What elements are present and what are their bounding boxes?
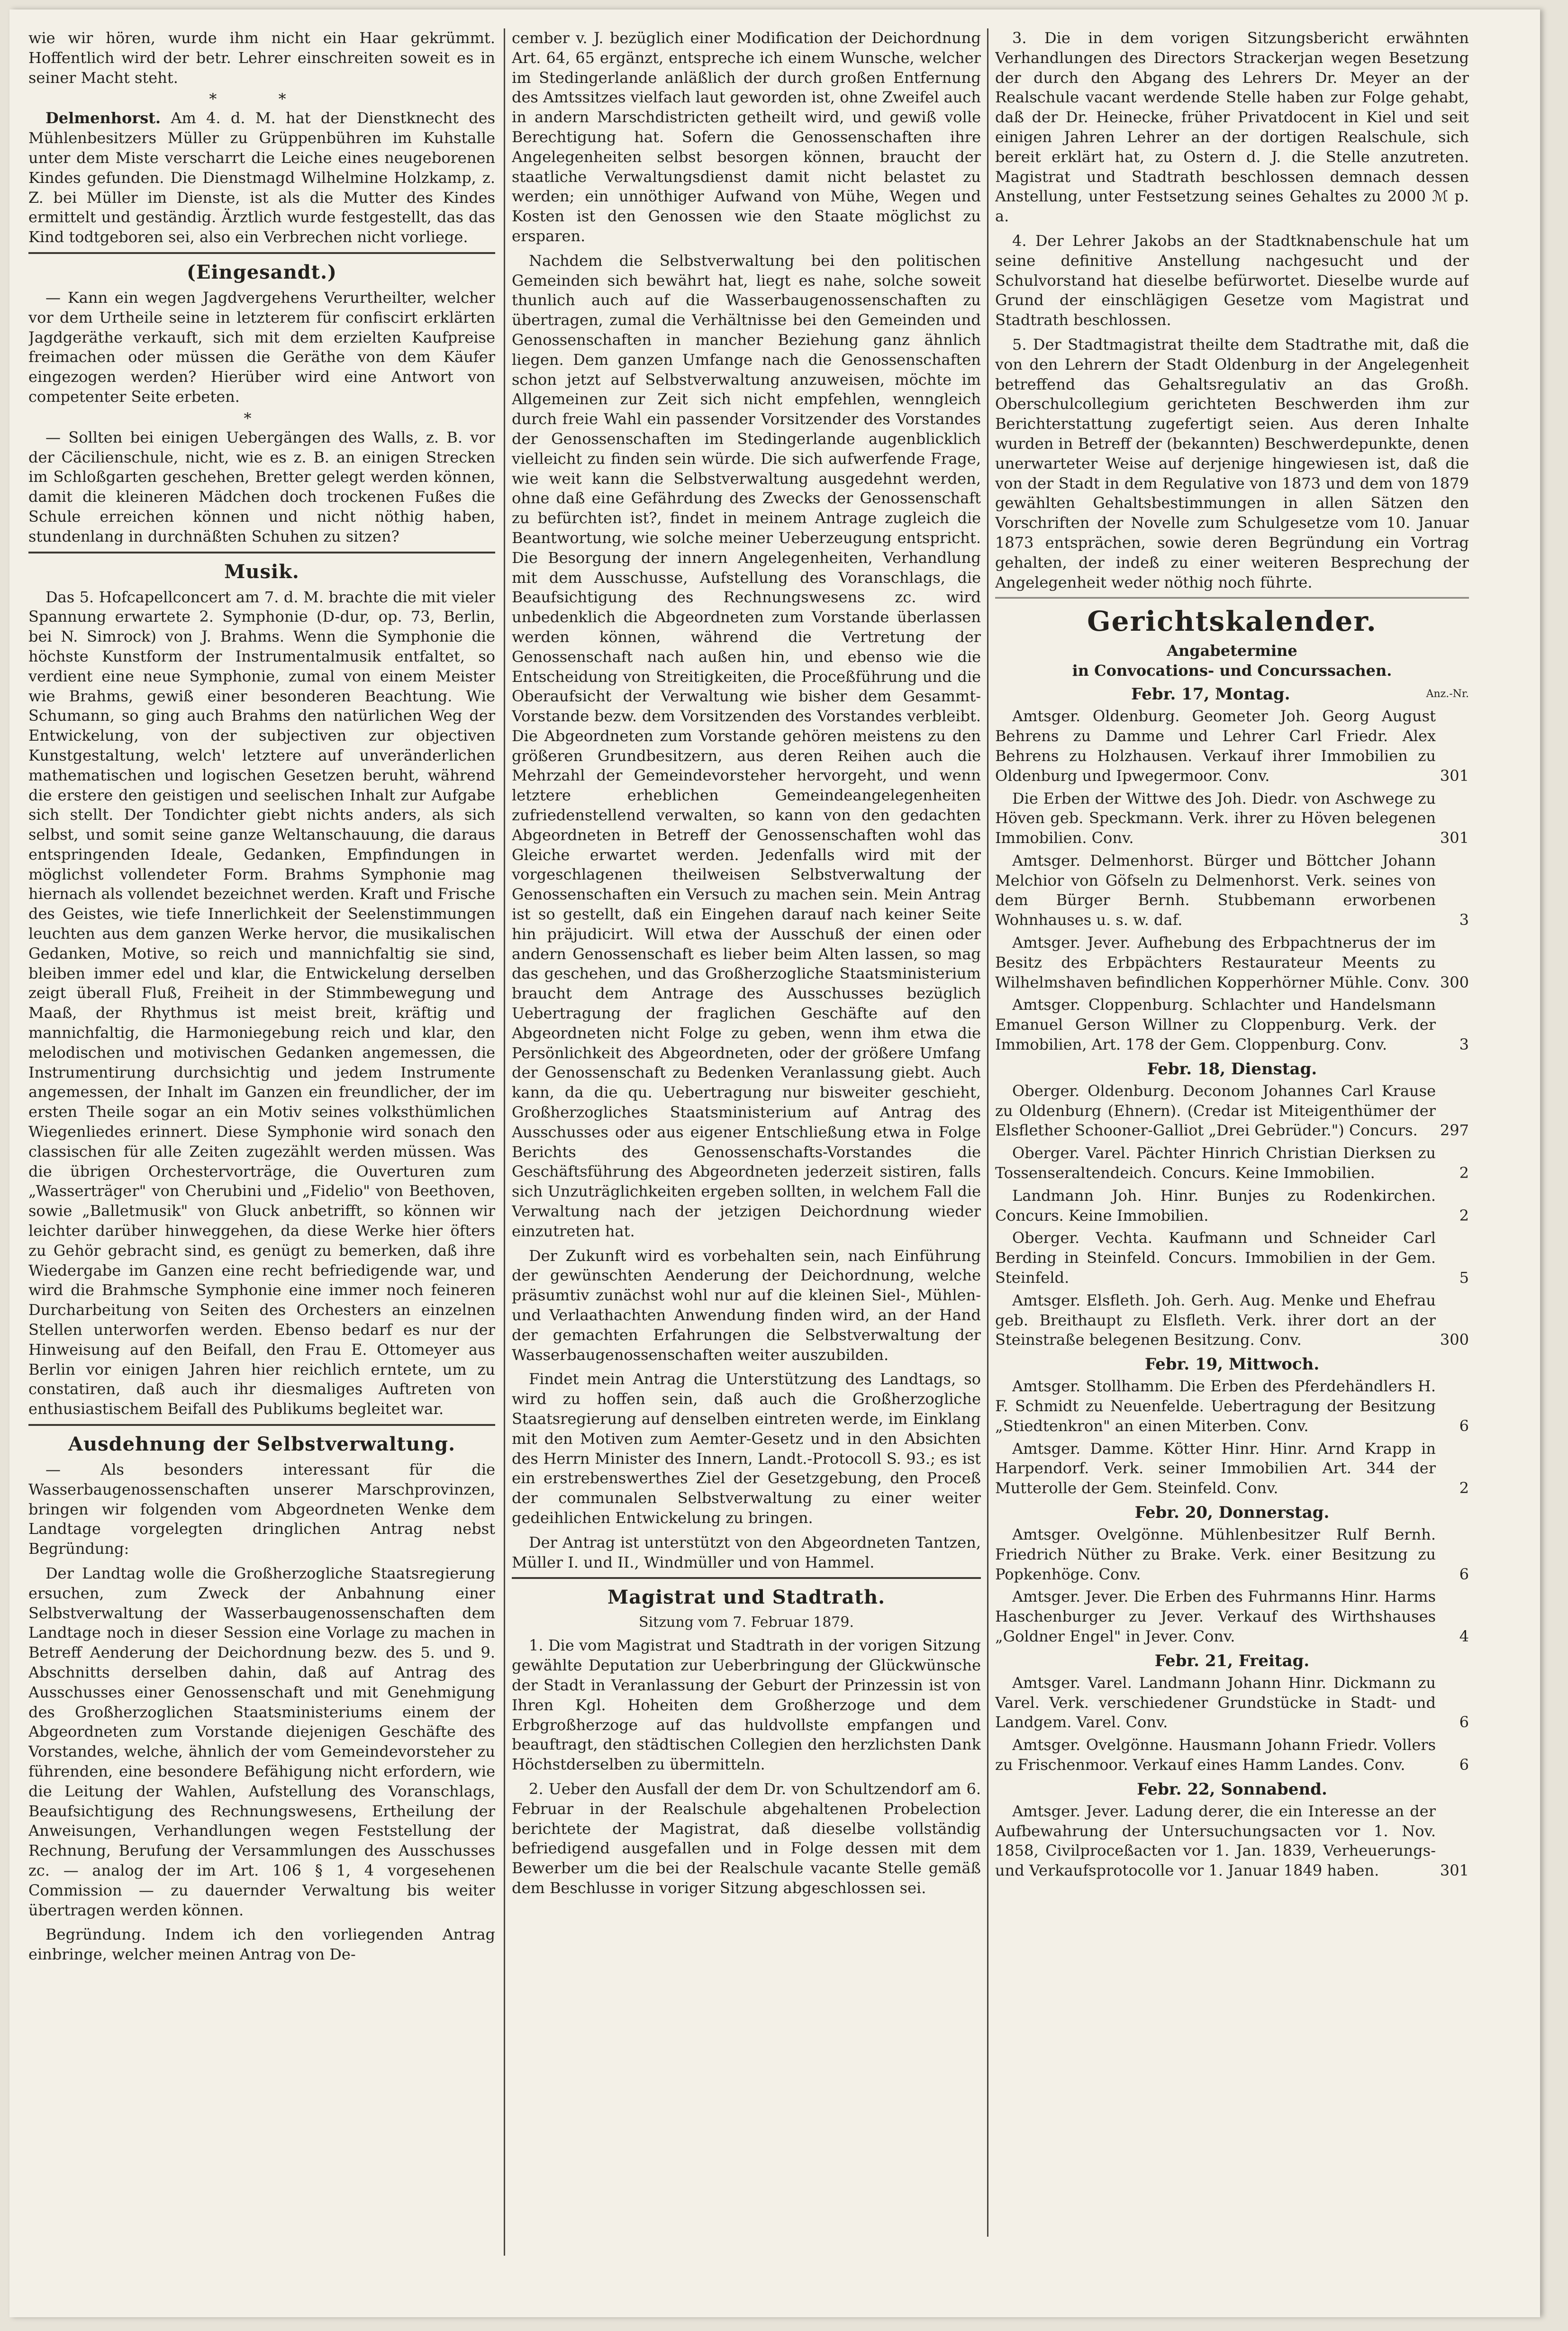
calendar-day-heading [995,1059,1469,1079]
calendar-entry-text: Amtsger. Ovelgönne. Hausmann Johann Friedr. Vollers zu Frischenmoor. Verkauf eines Hamm Landes. Conv. [995,1736,1436,1774]
calendar-entry [995,1673,1469,1732]
heading-selbstverwaltung: Ausdehnung der Selbstverwaltung. [68,1433,456,1455]
heading-gerichtskalender: Gerichtskalender. [1087,605,1377,638]
calendar-entry-number: 301 [1440,1861,1469,1880]
calendar-day-heading [995,1651,1469,1671]
calendar-entry [995,1291,1469,1350]
calendar-entry [995,1186,1469,1226]
calendar-entry-number: 300 [1440,973,1469,991]
calendar-entry-text: Oberger. Vechta. Kaufmann und Schneider Carl Berding in Steinfeld. Concurs. Immobilien in der Gem. Steinfeld. [995,1229,1436,1287]
column-1 [28,28,495,2289]
column-rule-right [987,28,988,2237]
paragraph-musik: Das 5. Hofcapellconcert am 7. d. M. brachte die mit vieler Spannung erwartete 2. Symphonie (D-dur, op. 73, Berlin, bei N. Simrock) von J. Brahms. Wenn die Symphonie die höchste Kunstform der Instrumentalmusik entfaltet, so verdient eine neue Symphonie, zumal von einem Meister wie Brahms, gewiß einer besonderen Beachtung. Wie Schumann, so ging auch Brahms den natürlichen Weg der Entwickelung, von der subjectiven zur objectiven Kunstgestaltung, welch' letztere auf unveränderlichen mathematischen und logischen Gesetzen beruht, während die erstere den geistigen und seelischen Inhalt zur Aufgabe sich stellt. Der Tondichter giebt nichts anders, als sich selbst, und somit seine ganze Weltanschauung, die daraus entspringenden Ideale, Gedanken, Empfindungen in möglichst vollendeter Form. Brahms Symphonie mag hiernach als vollendet bezeichnet werden. Kraft und Frische des Geistes, wie tiefe Innerlichkeit der Seelenstimmungen leuchten aus dem ganzen Werke hervor, die musikalischen Gedanken, Motive, so reich und mannichfaltig sie sind, bleiben immer edel und klar, die Entwickelung derselben zeigt überall Fluß, Freiheit in der Stimmbewegung und Maaß, der Rhythmus ist meist breit, kräftig und mannichfaltig, die Harmoniegebung reich und klar, den melodischen und motivischen Gedanken angemessen, die Instrumentirung durchsichtig und jedem Instrumente angemessen, der Inhalt im Ganzen ein freundlicher, der im ersten Theile sogar an ein Motiv seines volksthümlichen Wiegenliedes erinnert. Diese Symphonie wird sonach den classischen für alle Zeiten zugezählt werden müssen. Was die übrigen Orchestervorträge, die Ouverturen zum „Wasserträger" von Cherubini und „Fidelio" von Beethoven, sowie „Balletmusik" von Gluck anbetrifft, so können wir leichter darüber hinweggehen, da diese Werke hier öfters zu Gehör gebracht sind, es genügt zu bemerken, daß ihre Wiedergabe im Ganzen eine recht befriedigende war, und wird die Brahmsche Symphonie eine immer noch feineren Durcharbeitung von Seiten des Orchesters an einzelnen Stellen unterworfen werden. Ebenso bedarf es nur der Hinweisung auf den Beifall, den Frau E. Ottomeyer aus Berlin vor einigen Jahren hier reichlich erntete, um zu constatiren, daß auch ihr diesmaliges Auftreten von enthusiastischem Beifall des Publikums begleitet war. [28,588,495,1418]
calendar-entry [995,1525,1469,1584]
calendar-entry-text: Oberger. Oldenburg. Deconom Johannes Carl Krause zu Oldenburg (Ehnern). (Credar ist Miteigenthümer der Elsflether Schooner-Galliot „Drei Gebrüder.") Concurs. [995,1081,1436,1140]
calendar-entry-text: Amtsger. Jever. Aufhebung des Erbpachtnerus der im Besitz des Erbpächters Restaurateur Meents zu Wilhelmshaven befindlichen Kopperhörner Mühle. Conv. [995,934,1436,991]
column-rule-left [504,28,505,2256]
paragraph-deich-5: Der Antrag ist unterstützt von den Abgeordneten Tantzen, Müller I. und II., Windmüller und von Hammel. [512,1533,981,1571]
separator-star: * [244,409,280,427]
calendar-entry-number: 2 [1459,1206,1469,1224]
calendar-entry [995,1587,1469,1646]
anzeige-number-header: Anz.-Nr. [1426,688,1469,700]
calendar-entry-text: Amtsger. Jever. Ladung derer, die ein Interesse an der Aufbewahrung der Untersuchungsacten vor 1. Nov. 1858, Civilproceßacten vor 1. Jan. 1839, Verheuerungs- und Verkaufsprotocolle vor 1. Januar 1849 haben. [995,1802,1436,1880]
calendar-entry-text: Amtsger. Elsfleth. Joh. Gerh. Aug. Menke und Ehefrau geb. Breithaupt zu Elsfleth. Verk. ihrer dort an der Steinstraße belegenen Besitzung. Conv. [995,1291,1436,1349]
calendar-entry-number: 3 [1459,911,1469,929]
calendar-entry-number: 2 [1459,1479,1469,1497]
calendar-entry-number: 297 [1440,1121,1469,1140]
column-3 [995,28,1469,2289]
calendar-entry-text: Amtsger. Varel. Landmann Johann Hinr. Dickmann zu Varel. Verk. verschiedener Grundstücke in Stadt- und Landgem. Varel. Conv. [995,1673,1436,1732]
heading-eingesandt: (Eingesandt.) [187,261,337,283]
heading-musik: Musik. [224,560,299,583]
calendar-entry-text: Amtsger. Stollhamm. Die Erben des Pferdehändlers H. F. Schmidt zu Neuenfelde. Uebertragung der Besitzung „Stiedtenkron" an einen Miterben. Conv. [995,1377,1436,1435]
calendar-entry [995,789,1469,848]
calendar-entry [995,1802,1469,1881]
calendar-entry [995,1439,1469,1498]
paragraph-selbst-intro: — Als besonders interessant für die Wasserbaugenossenschaften unserer Marschprovinzen, bringen wir folgenden vom Abgeordneten Wenke dem Landtage vorgelegten dringlichen Antrag nebst Begründung: [28,1460,495,1558]
calendar-entry [995,1377,1469,1436]
calendar-entry-number: 300 [1440,1331,1469,1349]
paragraph-selbst-begruendung: Begründung. Indem ich den vorliegenden Antrag einbringe, welcher meinen Antrag von De- [28,1925,495,1964]
paragraph-magistrat-2: 2. Ueber den Ausfall der dem Dr. von Schultzendorf am 6. Februar in der Realschule abgehaltenen Probelection berichtete der Magistrat, daß dieselbe vollständig befriedigend ausgefallen und in Folge dessen mit dem Bewerber um die bei der Realschule vacante Stelle gemäß dem Beschlusse in voriger Sitzung abgeschlossen sei. [512,1779,981,1897]
paragraph-magistrat-4: 4. Der Lehrer Jakobs an der Stadtknabenschule hat um seine definitive Anstellung nachgesucht und der Schulvorstand hat dieselbe befürwortet. Dieselbe wurde auf Grund der einschlägigen Gesetze vom Magistrat und Stadtrath beschlossen. [995,231,1469,329]
calendar-entry-text: Amtsger. Delmenhorst. Bürger und Böttcher Johann Melchior von Göfseln zu Delmenhorst. Verk. seines von dem Bürger Bernh. Stubbemann erworbenen Wohnhauses u. s. w. daf. [995,851,1436,929]
calendar-day-date: Febr. 21, Freitag. [1154,1651,1310,1670]
subheading-convocations: in Convocations- und Concurssachen. [1072,662,1392,680]
calendar-day-date: Febr. 22, Sonnabend. [1137,1779,1327,1799]
calendar-entry [995,851,1469,930]
paragraph-deich-4: Findet mein Antrag die Unterstützung des Landtags, so wird zu hoffen sein, daß auch die Großherzogliche Staatsregierung auf denselben eintreten werde, im Einklang mit den Motiven zum Aemter-Gesetz und in den Absichten des Herrn Minister des Innern, Landt.-Protocoll S. 93.; es ist ein erstrebenswerthes Ziel der Gesetzgebung, den Proceß der communalen Selbstverwaltung zu einer weiter gedeihlichen Entwickelung zu bringen. [512,1370,981,1527]
calendar-entry [995,933,1469,992]
calendar-entry-text: Amtsger. Ovelgönne. Mühlenbesitzer Rulf Bernh. Friedrich Nüther zu Brake. Verk. einer Besitzung zu Popkenhöge. Conv. [995,1525,1436,1583]
divider [28,1424,495,1426]
calendar-day-heading [995,1354,1469,1375]
calendar-day-heading [995,1779,1469,1800]
divider [995,597,1469,599]
calendar-entry-number: 301 [1440,829,1469,847]
newspaper-page [9,9,1540,2317]
paragraph-deich-1: cember v. J. bezüglich einer Modification der Deichordnung Art. 64, 65 ergänzt, entspreche ich einem Wunsche, welcher im Stedingerlande anläßlich der durch großen Entfernung des Amtssitzes vielfach laut geworden ist, ohne Zweifel auch in andern Marschdistricten getheilt wird, und gewiß volle Berechtigung hat. Sofern die Genossenschaften ihre Angelegenheiten selbst besorgen können, braucht der staatliche Verwaltungsdienst damit nicht belastet zu werden; ein unnöthiger Aufwand von Mühe, Wegen und Kosten ist den Genossen wie den Staate möglichst zu ersparen. [512,29,981,245]
divider [28,252,495,254]
paragraph-delmenhorst [28,109,495,247]
paragraph-magistrat-5: 5. Der Stadtmagistrat theilte dem Stadtrathe mit, daß die von den Lehrern der Stadt Oldenburg in der Angelegenheit betreffend das Gehaltsregulativ an das Großh. Oberschulcollegium gerichteten Beschwerden ihm zur Berichterstattung zugefertigt seien. Aus deren Inhalte wurden in Betreff der (bekannten) Beschwerdepunkte, denen unerwarteter Weise auf derjenige hingewiesen ist, daß die von der Stadt in dem Regulative von 1873 und dem von 1879 gewählten Gehaltsbestimmungen in allen Sätzen den Vorschriften der Novelle zum Schulgesetze vom 10. Januar 1873 entsprächen, sowie deren Begründung ein Vortrag gehalten, der indeß zu einer weiteren Besprechung der Angelegenheit weder nöthig noch führte. [995,335,1469,591]
calendar-entry-number: 4 [1459,1627,1469,1645]
calendar-entry-number: 5 [1459,1269,1469,1287]
text-delmenhorst: Am 4. d. M. hat der Dienstknecht des Mühlenbesitzers Müller zu Grüppenbühren im Kuhstalle unter dem Miste verscharrt die Leiche eines neugeborenen Kindes gefunden. Die Dienstmagd Wilhelmine Holzkamp, z. Z. bei Müller im Dienste, ist als die Mutter des Kindes ermittelt und geständig. Ärztlich wurde festgestellt, das das Kind todtgeboren sei, also ein Verbrechen nicht vorliege. [28,109,495,246]
calendar-entry-text: Die Erben der Wittwe des Joh. Diedr. von Aschwege zu Höven geb. Speckmann. Verk. ihrer zu Höven belegenen Immobilien. Conv. [995,789,1436,847]
court-calendar [995,684,1469,1881]
calendar-entry-number: 6 [1459,1416,1469,1435]
calendar-entry-number: 6 [1459,1713,1469,1732]
calendar-entry-text: Landmann Joh. Hinr. Bunjes zu Rodenkirchen. Concurs. Keine Immobilien. [995,1186,1436,1224]
calendar-entry [995,995,1469,1054]
calendar-day-date: Febr. 20, Donnerstag. [1134,1503,1330,1522]
paragraph-walls: — Sollten bei einigen Uebergängen des Walls, z. B. vor der Cäcilienschule, nicht, wie es z. B. an einigen Strecken im Schloßgarten geschehen, Bretter gelegt werden können, damit die kleineren Mädchen doch trockenen Fußes die Schule erreichen können und nicht nöthig haben, stundenlang in durchnäßten Schuhen zu sitzen? [28,428,495,545]
calendar-entry [995,1228,1469,1288]
calendar-day-date: Febr. 19, Mittwoch. [1144,1355,1320,1374]
calendar-day-date: Febr. 18, Dienstag. [1147,1059,1317,1079]
calendar-day-date: Febr. 17, Montag. [1131,685,1290,704]
column-2 [512,28,981,2251]
dateline-delmenhorst: Delmenhorst. [45,109,161,127]
calendar-entry-text: Amtsger. Jever. Die Erben des Fuhrmanns Hinr. Harms Haschenburger zu Jever. Verkauf des Wirthshauses „Goldner Engel" in Jever. Conv. [995,1587,1436,1645]
calendar-entry-number: 3 [1459,1035,1469,1054]
calendar-entry-number: 301 [1440,766,1469,785]
divider [28,552,495,553]
paragraph-haar: wie wir hören, wurde ihm nicht ein Haar gekrümmt. Hoffentlich wird der betr. Lehrer einschreiten soweit es in seiner Macht steht. [28,29,495,87]
calendar-entry-text: Oberger. Varel. Pächter Hinrich Christian Dierksen zu Tossenseraltendeich. Concurs. Keine Immobilien. [995,1144,1436,1182]
calendar-entry [995,707,1469,786]
paragraph-deich-3: Der Zukunft wird es vorbehalten sein, nach Einführung der gewünschten Aenderung der Deichordnung, welche präsumtiv zunächst wohl nur auf die kleinen Siel-, Mühlen- und Verlaathachten Anwendung finden wird, an der Hand der gemachten Erfahrungen die Selbstverwaltung der Wasserbaugenossenschaften weiter auszubilden. [512,1246,981,1364]
calendar-day-heading [995,684,1469,705]
calendar-entry [995,1735,1469,1775]
calendar-entry [995,1143,1469,1183]
calendar-entry [995,1081,1469,1141]
calendar-day-heading [995,1502,1469,1523]
calendar-entry-text: Amtsger. Damme. Kötter Hinr. Hinr. Arnd Krapp in Harpendorf. Verk. seiner Immobilien Art. 344 der Mutterolle der Gem. Steinfeld. Conv. [995,1439,1436,1497]
calendar-entry-number: 6 [1459,1565,1469,1583]
calendar-entry-text: Amtsger. Oldenburg. Geometer Joh. Georg August Behrens zu Damme und Lehrer Carl Friedr. Alex Behrens zu Holzhausen. Verkauf ihrer Immobilien zu Oldenburg und Ipwegermoor. Conv. [995,707,1436,785]
separator-stars: * * [209,90,315,109]
paragraph-jagd: — Kann ein wegen Jagdvergehens Verurtheilter, welcher vor dem Urtheile seine in letzterem für confiscirt erklärten Jagdgeräthe verkauft, sich mit dem erzielten Kaufpreise freimachen oder müssen die Geräthe von dem Käufer eingezogen werden? Hierüber wird eine Antwort von competenter Seite erbeten. [28,288,495,406]
subheading-angabetermine: Angabetermine [1167,642,1297,660]
sitzung-date: Sitzung vom 7. Februar 1879. [639,1614,854,1631]
divider [512,1577,981,1579]
calendar-entry-number: 6 [1459,1755,1469,1774]
calendar-entry-number: 2 [1459,1164,1469,1182]
heading-magistrat: Magistrat und Stadtrath. [607,1586,885,1609]
paragraph-magistrat-3: 3. Die in dem vorigen Sitzungsbericht erwähnten Verhandlungen des Directors Strackerjan wegen Besetzung der durch den Abgang des Lehrers Dr. Meyer an der Realschule vacant werdende Stelle haben zur Folge gehabt, daß der Dr. Heinecke, früher Privatdocent in Kiel und seit einigen Jahren Lehrer an der dortigen Realschule, sich bereit erklärt hat, zu Ostern d. J. die Stelle anzutreten. Magistrat und Stadtrath beschlossen demnach dessen Anstellung, unter Festsetzung seines Gehaltes zu 2000 ℳ p. a. [995,29,1469,226]
paragraph-selbst-antrag: Der Landtag wolle die Großherzogliche Staatsregierung ersuchen, zum Zweck der Anbahnung einer Selbstverwaltung der Wasserbaugenossenschaften dem Landtage noch in dieser Session eine Vorlage zu machen in Betreff Aenderung der Deichordnung bezw. des 5. und 9. Abschnitts derselben dahin, daß auf Antrag des Ausschusses einer Genossenschaft und mit Genehmigung des Großherzoglichen Staatsministeriums einem der Abgeordneten zum Vorstande diejenigen Geschäfte des Vorstandes, welche, ähnlich der vom Gemeindevorsteher zu führenden, eine besondere Befähigung nicht erfordern, wie die Leitung der Wahlen, Aufstellung des Voranschlags, Beaufsichtigung des Rechnungswesens, Ertheilung der Anweisungen, Verhandlungen wegen Feststellung der Rechnung, Berufung der Versammlungen des Ausschusses zc. — analog der im Art. 106 § 1, 4 vorgesehenen Commission — zu dauernder Verwaltung bis weiter übertragen werden können. [28,1564,495,1919]
paragraph-deich-2: Nachdem die Selbstverwaltung bei den politischen Gemeinden sich bewährt hat, liegt es nahe, solche soweit thunlich auch auf die Wasserbaugenossenschaften zu übertragen, zumal die Verhältnisse bei den Gemeinden und Genossenschaften in mancher Beziehung ganz ähnlich liegen. Dem ganzen Umfange nach die Genossenschaften schon jetzt auf Selbstverwaltung anzuweisen, möchte im Allgemeinen zur Zeit sich nicht empfehlen, wenngleich durch freie Wahl ein passender Vorsitzender des Vorstandes der Genossenschaften im Stedingerlande augenblicklich vielleicht zu finden sein würde. Die sich aufwerfende Frage, wie weit kann die Selbstverwaltung ausgedehnt werden, ohne daß eine Gefährdung des Zwecks der Genossenschaft zu befürchten ist?, findet in meinem Antrage zugleich die Beantwortung, wie solche meiner Ueberzeugung entspricht. Die Besorgung der innern Angelegenheiten, Verhandlung mit dem Ausschusse, Aufstellung des Voranschlags, die Beaufsichtigung des Rechnungswesens zc. wird unbedenklich die Abgeordneten zum Vorstande überlassen werden können, während die Vertretung der Genossenschaft nach außen hin, und ebenso wie die Entscheidung von Streitigkeiten, die Proceßführung und die Oberaufsicht der Verwaltung wie bisher dem Gesammt-Vorstande bezw. dem Vorsitzenden des Vorstandes verbleibt. Die Abgeordneten zum Vorstande gehören meistens zu den größeren Grundbesitzern, aus deren Reihen auch die Mehrzahl der Gemeindevorsteher hervorgeht, und wenn letztere erheblichen Gemeindeangelegenheiten zufriedenstellend verwalten, so kann von den gedachten Abgeordneten in Betreff der Genossenschaften wohl das Gleiche erwartet werden. Jedenfalls wird mit der vorgeschlagenen theilweisen Selbstverwaltung der Genossenschaften ein Versuch zu machen sein. Mein Antrag ist so gestellt, daß ein Eingehen darauf nach keiner Seite hin präjudicirt. Will etwa der Ausschuß der einen oder andern Genossenschaft es lieber beim Alten lassen, so mag das geschehen, und das Großherzogliche Staatsministerium braucht dem Antrage des Ausschusses bezüglich Uebertragung der fraglichen Geschäfte auf den Abgeordneten nicht Folge zu geben, wenn ihm etwa die Persönlichkeit des Abgeordneten, oder der größere Umfang der Genossenschaft zu Bedenken Veranlassung giebt. Auch kann, da die qu. Uebertragung nur bisweiter geschieht, Großherzogliches Staatsministerium auf Antrag des Ausschusses oder aus eigener Entschließung etwa in Folge Berichts des Genossenschafts-Vorstandes die Geschäftsführung des Abgeordneten jederzeit sistiren, falls sich Unzuträglichkeiten ergeben sollten, in welchem Fall die Verwaltung nach der jetzigen Deichordnung wieder einzutreten hat. [512,251,981,1240]
paragraph-magistrat-1: 1. Die vom Magistrat und Stadtrath in der vorigen Sitzung gewählte Deputation zur Ueberbringung der Glückwünsche der Stadt in Veranlassung der Geburt der Prinzessin ist von Ihren Kgl. Hoheiten dem Großherzoge und dem Erbgroßherzoge auf das huldvollste empfangen und beauftragt, den städtischen Collegien den herzlichsten Dank Höchstderselben zu übermitteln. [512,1636,981,1774]
calendar-entry-text: Amtsger. Cloppenburg. Schlachter und Handelsmann Emanuel Gerson Willner zu Cloppenburg. Verk. der Immobilien, Art. 178 der Gem. Cloppenburg. Conv. [995,996,1436,1054]
